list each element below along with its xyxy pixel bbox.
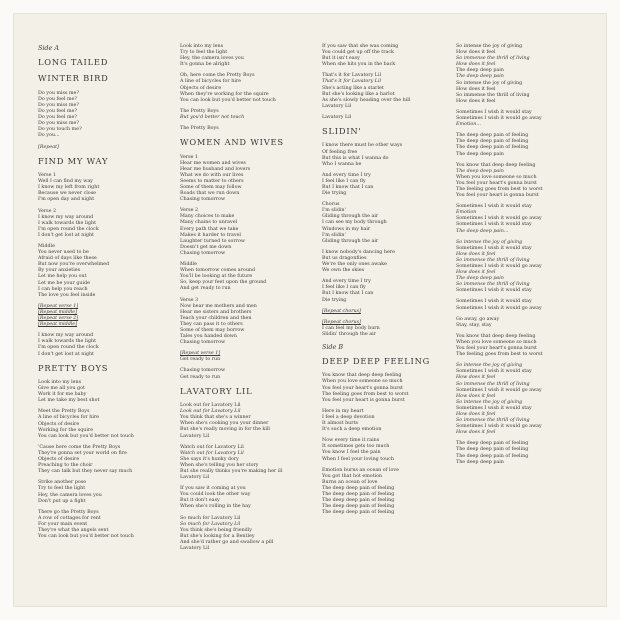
lyric-line: Let me be your guide bbox=[38, 280, 90, 286]
lyric-line: Sometimes I wish it would stay bbox=[456, 245, 532, 251]
lyric-line: [Repeat] bbox=[38, 144, 59, 150]
lyric-line: Verse 2 bbox=[180, 208, 199, 214]
lyrics-column-4 bbox=[456, 44, 596, 466]
lyric-line: Go away, go away bbox=[456, 316, 500, 322]
lyric-line: I know nobody's dancing here bbox=[322, 249, 395, 255]
lyric-line: How does it feel bbox=[456, 411, 496, 417]
lyric-line: When she hits you in the back bbox=[322, 62, 396, 68]
lyric-line: Sometimes I wish it would stay bbox=[456, 109, 532, 115]
lyric-line: The deep deep pain of feeling bbox=[322, 498, 395, 504]
lyric-line: I know my way around bbox=[38, 333, 94, 339]
lyric-line: Do you miss me? bbox=[38, 121, 79, 127]
lyric-line: She's acting like a starlet bbox=[322, 85, 384, 91]
lyric-line: Do you feel me? bbox=[38, 115, 77, 121]
lyric-line: Hear me husband and lovers bbox=[180, 166, 251, 172]
lyric-line: The deep deep pain of feeling bbox=[456, 133, 529, 139]
lyric-line: A row of cottages for rent bbox=[38, 515, 101, 521]
lyric-line: We own the skies bbox=[322, 268, 365, 274]
lyric-line: The deep deep pain bbox=[456, 151, 504, 157]
lyric-line: The feeling goes from best to worst bbox=[456, 186, 543, 192]
lyric-line: How does it feel bbox=[456, 393, 496, 399]
lyric-line: Hear me sisters and brothers bbox=[180, 309, 252, 315]
lyric-line: Sometimes I wish it would go away bbox=[456, 216, 542, 222]
lyric-line: How does it feel bbox=[456, 251, 496, 257]
song-title: LAVATORY LIL bbox=[180, 385, 253, 396]
lyric-line: For your main event bbox=[38, 521, 88, 527]
lyric-line: You know that deep deep feeling bbox=[456, 162, 536, 168]
lyric-line: Burns an ocean of love bbox=[322, 479, 378, 485]
lyric-line: Of feeling free bbox=[322, 149, 358, 155]
lyric-line: Let me take my best shot bbox=[38, 398, 100, 404]
lyric-line: They're what the angels sent bbox=[38, 527, 109, 533]
lyric-line: Verse 1 bbox=[180, 154, 199, 160]
lyric-line: How does it feel bbox=[456, 98, 496, 104]
lyric-line: Lavatory Lil bbox=[180, 433, 210, 439]
lyric-line: Sometimes I wish it would go away bbox=[456, 305, 542, 311]
lyrics-column-2 bbox=[180, 44, 316, 552]
song-title: LONG TAILED bbox=[38, 57, 109, 67]
lyric-line: I can help you reach bbox=[38, 286, 88, 292]
lyric-line: The deep deep pain of feeling bbox=[322, 504, 395, 510]
lyric-line: Get ready to run bbox=[180, 357, 221, 363]
lyric-line: Middle bbox=[38, 244, 55, 249]
lyric-line: But now you're overwhelmed bbox=[38, 262, 110, 268]
song-title: SLIDIN' bbox=[322, 126, 362, 137]
lyric-line: But she's looking for a Bentley bbox=[180, 533, 255, 539]
lyric-line: Chasing tomorrow bbox=[180, 197, 226, 203]
lyric-line: Here in my heart bbox=[322, 408, 364, 414]
lyric-line: Hey, the camera loves you bbox=[38, 492, 102, 498]
lyric-line: As she's slowly heading over the hill bbox=[322, 97, 411, 103]
lyric-line: But you'd better not touch bbox=[180, 114, 245, 120]
lyric-line: So immense the thrill of living bbox=[456, 418, 530, 424]
lyric-line: Emotion bbox=[456, 210, 477, 216]
lyric-line: Sometimes I wish it would stay bbox=[456, 204, 532, 210]
lyric-line: When she's rolling in the hay bbox=[180, 504, 251, 510]
lyric-line: Objects of desire bbox=[38, 421, 80, 427]
lyric-line: A line of bicycles for hire bbox=[38, 415, 99, 421]
lyric-line: The feeling goes from best to worst bbox=[456, 352, 543, 358]
lyric-line: Sometimes I wish it would go away bbox=[456, 387, 542, 393]
lyric-line: I'm slidin' bbox=[322, 208, 346, 214]
lyric-line: But us dragonflies bbox=[322, 255, 367, 261]
lyric-line: You could get up off the track bbox=[322, 50, 394, 56]
lyric-line: When you love someone so much bbox=[322, 379, 403, 385]
lyric-line: How does it feel bbox=[456, 430, 496, 436]
lyric-line: Every path that we take bbox=[180, 226, 239, 232]
lyric-line: I feel a deep devotion bbox=[322, 414, 375, 420]
lyric-line: You feel your heart is gonna burst bbox=[322, 397, 405, 403]
lyric-line: You can look but you'd better not touch bbox=[38, 433, 134, 439]
lyric-line: Watch out for Lavatory Lil bbox=[180, 444, 244, 450]
lyric-line: What we do with our lives bbox=[180, 172, 244, 178]
lyric-line: I'm open round the clock bbox=[38, 226, 99, 232]
lyric-line: Look into my lens bbox=[180, 44, 224, 49]
lyric-line: I feel like I can fly bbox=[322, 178, 366, 184]
lyric-line: So much for Lavatory Lil bbox=[180, 521, 241, 527]
lyric-line: Do you feel me? bbox=[38, 96, 77, 102]
lyric-line: You'll be looking at the future bbox=[180, 274, 253, 280]
lyric-line: I can feel my body burn bbox=[322, 325, 380, 331]
lyric-line: Emotion burns an ocean of love bbox=[322, 467, 399, 473]
lyric-line: The deep deep pain of feeling bbox=[456, 453, 529, 459]
lyric-line: Sometimes I wish it would go away bbox=[456, 264, 542, 269]
lyric-line: When you love someone so much bbox=[456, 174, 537, 180]
lyrics-column-1 bbox=[38, 44, 180, 540]
lyric-line: You feel your heart's gonna burst bbox=[456, 180, 537, 186]
lyric-line: How does it feel bbox=[456, 375, 496, 381]
lyric-line: Do you feel me? bbox=[38, 109, 77, 115]
lyric-line: The Pretty Boys bbox=[180, 108, 219, 114]
lyric-line: When she's telling you her story bbox=[180, 462, 259, 468]
lyric-line: The deep deep pain of feeling bbox=[322, 485, 395, 491]
lyric-line: Oh, here come the Pretty Boys bbox=[180, 73, 255, 79]
lyric-line: But it don't easy bbox=[180, 498, 220, 504]
lyric-sheet bbox=[14, 14, 606, 606]
lyric-line: Middle bbox=[180, 262, 197, 268]
song-title: FIND MY WAY bbox=[38, 155, 109, 166]
lyric-line: And every time I try bbox=[322, 279, 371, 285]
lyric-line: The deep deep pain of feeling bbox=[322, 510, 395, 516]
lyric-line: When tomorrow comes around bbox=[180, 268, 256, 274]
lyrics-column-3 bbox=[322, 44, 466, 516]
lyric-line: The deep deep pain bbox=[456, 68, 504, 74]
lyric-line: Die trying bbox=[322, 191, 347, 197]
lyric-line: Sometimes I wish it would go away bbox=[456, 424, 542, 430]
lyric-line: So, keep your feet upon the ground bbox=[180, 280, 267, 286]
song-title: WOMEN AND WIVES bbox=[180, 137, 284, 148]
lyric-line: I know my left from right bbox=[38, 185, 100, 191]
lyric-line: Many chains to unravel bbox=[180, 220, 238, 226]
lyric-line: So intense the joy of giving bbox=[456, 44, 523, 49]
lyric-line: By your anxieties bbox=[38, 268, 81, 274]
lyric-line: I'm slidin' bbox=[322, 232, 346, 238]
lyric-line: Gliding through the air bbox=[322, 214, 379, 220]
lyric-line: That's it for Lavatory Lil bbox=[322, 73, 382, 79]
lyric-line: You know that deep deep feeling bbox=[322, 373, 402, 379]
lyric-line: So intense the joy of giving bbox=[456, 80, 523, 86]
lyric-line: So immense the thrill of living bbox=[456, 257, 530, 263]
lyric-line: So intense the joy of giving bbox=[456, 399, 523, 405]
lyric-line: But I know that I can bbox=[322, 291, 374, 297]
lyric-line: But she's really moving in for the kill bbox=[180, 427, 270, 433]
lyric-line: If you saw that she was coming bbox=[322, 44, 399, 49]
lyric-line: Who I wanna be bbox=[322, 161, 362, 167]
lyric-line: You feel your heart is gonna burst bbox=[456, 193, 539, 199]
lyric-line: You could look the other way bbox=[180, 492, 251, 498]
lyric-line: Lavatory Lil bbox=[180, 546, 210, 551]
lyric-line: The love you feel inside bbox=[38, 292, 96, 298]
lyric-line: Let me help you out bbox=[38, 274, 87, 280]
lyric-line: Stay, stay, stay bbox=[456, 322, 492, 328]
lyric-line: Makes it harder to travel bbox=[180, 232, 241, 238]
lyric-line: They can talk but they never say much bbox=[38, 469, 133, 475]
lyric-line: The deep deep pain of feeling bbox=[456, 145, 529, 151]
repeat-note: [Repeat verse 2] bbox=[38, 316, 79, 322]
lyric-line: The deep deep pain bbox=[456, 459, 504, 465]
lyric-line: The Pretty Boys bbox=[180, 126, 219, 132]
lyric-line: But she's looking like a harlot bbox=[322, 91, 395, 97]
lyric-line: It sometimes gets too much bbox=[322, 444, 390, 450]
lyric-line: They can pass it to others bbox=[180, 321, 243, 327]
lyric-line: Gliding through the air bbox=[322, 238, 379, 244]
lyric-line: How does it feel bbox=[456, 86, 496, 92]
lyric-line: Doesn't get me down bbox=[180, 244, 232, 250]
lyric-line: Look out for Lavatory Lil bbox=[180, 403, 241, 409]
lyric-line: When she's cooking you your dinner bbox=[180, 421, 269, 427]
lyric-line: The deep deep pain of feeling bbox=[322, 491, 395, 497]
lyric-line: The deep deep pain bbox=[456, 168, 504, 174]
lyric-line: It's such a deep emotion bbox=[322, 427, 382, 433]
lyric-line: The deep deep pain bbox=[456, 276, 504, 282]
lyric-line: You know I feel the pain bbox=[322, 450, 381, 456]
lyric-line: Hey, the camera loves you bbox=[180, 56, 244, 62]
lyric-line: How does it feel bbox=[456, 270, 496, 276]
lyric-line: I know there must be other ways bbox=[322, 143, 403, 149]
lyric-line: 'Cause here come the Pretty Boys bbox=[38, 444, 121, 450]
lyric-line: Chorus bbox=[322, 202, 340, 208]
lyric-line: When you love someone so much bbox=[456, 339, 537, 345]
lyric-line: Do you touch me? bbox=[38, 127, 82, 133]
lyric-line: Sometimes I wish it would stay bbox=[456, 405, 532, 411]
repeat-note: [Repeat middle] bbox=[38, 322, 78, 328]
lyric-line: Roads that we run down bbox=[180, 191, 240, 197]
lyric-line: Do you miss me? bbox=[38, 103, 79, 108]
lyric-line: The feeling goes from best to worst bbox=[322, 391, 409, 397]
repeat-note: [Repeat verse 1] bbox=[38, 303, 79, 309]
lyric-line: When I feel your loving touch bbox=[322, 456, 394, 462]
repeat-note: [Repeat verse 1] bbox=[180, 351, 221, 357]
lyric-line: When they're working for the squire bbox=[180, 91, 269, 97]
lyric-line: Now hear me mothers and men bbox=[180, 303, 257, 309]
lyric-line: Give me all you got bbox=[38, 386, 85, 392]
lyric-line: You know that deep deep feeling bbox=[456, 333, 536, 339]
lyric-line: Laughter turned to sorrow bbox=[180, 238, 245, 244]
lyric-line: Afraid of days like these bbox=[38, 256, 97, 262]
lyric-line: Do you miss me? bbox=[38, 90, 79, 96]
lyric-line: Verse 3 bbox=[180, 297, 199, 303]
lyric-line: Chasing tomorrow bbox=[180, 340, 226, 346]
lyric-line: Watch out for Lavatory Lil bbox=[180, 450, 244, 456]
lyric-line: I don't get lost at night bbox=[38, 232, 94, 238]
lyric-line: You think she's being friendly bbox=[180, 527, 252, 533]
lyric-line: You never used to be bbox=[38, 250, 89, 256]
lyric-line: You can look but you'd better not touch bbox=[38, 534, 134, 540]
lyric-line: Now every time it rains bbox=[322, 438, 380, 444]
lyric-line: The deep deep pain of feeling bbox=[456, 139, 529, 145]
lyric-line: Chasing tomorrow bbox=[180, 250, 226, 256]
lyric-line: And get ready to run bbox=[180, 286, 231, 292]
lyric-line: I walk towards the light bbox=[38, 339, 97, 345]
lyric-line: Don't put up a fight bbox=[38, 498, 86, 504]
lyric-line: The deep deep pain bbox=[456, 74, 504, 80]
repeat-note: [Repeat middle] bbox=[38, 309, 78, 315]
lyric-line: You feel your heart's gonna burst bbox=[456, 346, 537, 352]
lyric-line: I can see my body through bbox=[322, 220, 387, 226]
lyric-line: How does it feel bbox=[456, 50, 496, 56]
lyric-line: It almost hurts bbox=[322, 421, 358, 427]
lyric-line: But it isn't easy bbox=[322, 56, 360, 62]
lyric-line: How does it feel bbox=[456, 62, 496, 68]
lyric-line: Get ready to run bbox=[180, 374, 221, 380]
lyric-line: Sometimes I wish it would stay bbox=[456, 369, 532, 375]
lyric-line: Seems to matter to others bbox=[180, 178, 244, 184]
lyric-line: So immense the thrill of living bbox=[456, 56, 530, 62]
lyric-line: Try to feel the light bbox=[180, 50, 228, 56]
lyric-line: That's it for Lavatory Lil bbox=[322, 79, 382, 85]
lyric-line: Do you... bbox=[38, 133, 60, 139]
song-title: WINTER BIRD bbox=[38, 73, 109, 84]
lyric-line: If you saw it coming at you bbox=[180, 486, 246, 492]
repeat-note: [Repeat chorus] bbox=[322, 319, 361, 325]
lyric-line: So immense the thrill of living bbox=[456, 92, 530, 98]
lyric-line: You can look but you'd better not touch bbox=[180, 97, 276, 103]
lyric-line: I don't get lost at night bbox=[38, 351, 94, 357]
lyric-line: Preaching to the choir bbox=[38, 463, 93, 469]
lyric-line: They're gonna set your world on fire bbox=[38, 450, 127, 456]
lyric-line: Tales you handed down bbox=[180, 334, 237, 340]
lyric-line: Slidin' through the air bbox=[322, 331, 376, 337]
lyric-line: The deep deep pain... bbox=[456, 228, 509, 234]
lyric-line: The deep deep pain of feeling bbox=[456, 441, 529, 447]
lyric-line: Lavatory Lil bbox=[322, 114, 352, 120]
lyric-line: Lavatory Lil bbox=[322, 103, 352, 109]
lyric-line: You got that hot emotion bbox=[322, 473, 383, 479]
lyric-line: But she really thinks you're making her ill bbox=[180, 468, 283, 474]
lyric-line: Because we never close bbox=[38, 191, 96, 197]
lyric-line: We're the only ones awake bbox=[322, 262, 387, 268]
lyric-line: So intense the joy of giving bbox=[456, 239, 523, 245]
lyric-line: Objects of desire bbox=[180, 85, 222, 91]
lyric-line: You think that she's a winner bbox=[180, 415, 251, 421]
lyric-line: Some of them may borrow bbox=[180, 327, 245, 333]
lyric-line: It's gonna be alright bbox=[180, 62, 230, 68]
lyric-line: Sometimes I wish it would stay bbox=[456, 288, 532, 294]
song-title: DEEP DEEP FEELING bbox=[322, 355, 431, 366]
song-title: PRETTY BOYS bbox=[38, 362, 109, 373]
lyric-line: Working for the squire bbox=[38, 427, 94, 433]
lyric-line: Meet the Pretty Boys bbox=[38, 409, 90, 415]
lyric-line: The deep deep pain of feeling bbox=[456, 447, 529, 453]
lyric-line: Windows in my hair bbox=[322, 226, 371, 232]
lyric-line: Look into my lens bbox=[38, 380, 82, 385]
repeat-note: [Repeat chorus] bbox=[322, 308, 361, 314]
lyric-line: Teach your children and then bbox=[180, 315, 252, 321]
lyric-line: But I know that I can bbox=[322, 185, 374, 190]
lyric-line: Verse 1 bbox=[38, 173, 57, 179]
lyric-line: I walk towards the light bbox=[38, 220, 97, 226]
lyric-line: But this is what I wanna do bbox=[322, 155, 389, 161]
lyric-line: So intense the joy of giving bbox=[456, 363, 523, 369]
lyric-line: I'm open day and night bbox=[38, 197, 95, 203]
lyric-line: And every time I try bbox=[322, 172, 371, 178]
lyric-line: You feel your heart's gonna burst bbox=[322, 385, 403, 391]
lyric-line: A line of bicycles for hire bbox=[180, 79, 241, 85]
lyric-line: Sometimes I wish it would stay bbox=[456, 299, 532, 305]
lyric-line: Sometimes I wish it would go away bbox=[456, 116, 542, 122]
lyric-line: Objects of desire bbox=[38, 457, 80, 463]
lyric-line: Strike another pose bbox=[38, 480, 87, 486]
lyric-line: I know my way around bbox=[38, 214, 94, 220]
lyric-line: Work it for me baby bbox=[38, 392, 87, 398]
lyric-line: Well I can find my way bbox=[38, 179, 93, 185]
lyric-line: Many choices to make bbox=[180, 214, 235, 220]
lyric-line: And she'd rather go and swallow a pill bbox=[180, 539, 274, 545]
lyric-line: Die trying bbox=[322, 297, 347, 303]
lyric-line: So immense the thrill of living bbox=[456, 282, 530, 288]
lyric-line: So immense the thrill of living bbox=[456, 381, 530, 387]
lyric-line: There go the Pretty Boys bbox=[38, 509, 99, 515]
lyric-line: So much for Lavatory Lil bbox=[180, 515, 241, 521]
lyric-line: She says it's hunky dory bbox=[180, 456, 239, 462]
lyric-line: Some of them may follow bbox=[180, 185, 242, 190]
lyric-line: I feel like I can fly bbox=[322, 285, 366, 291]
lyric-line: Try to feel the light bbox=[38, 486, 86, 492]
lyric-line: Sometimes I wish it would stay bbox=[456, 222, 532, 228]
lyric-line: Hear me women and wives bbox=[180, 160, 246, 166]
side-label: Side A bbox=[38, 44, 59, 52]
lyric-line: Emotion... bbox=[456, 122, 481, 128]
lyric-line: I'm open round the clock bbox=[38, 345, 99, 351]
lyric-line: Lavatory Lil bbox=[180, 475, 210, 481]
side-label: Side B bbox=[322, 342, 344, 351]
lyric-line: Chasing tomorrow bbox=[180, 368, 226, 374]
lyric-line: Look out for Lavatory Lil bbox=[180, 409, 241, 415]
lyric-line: Verse 2 bbox=[38, 208, 57, 214]
